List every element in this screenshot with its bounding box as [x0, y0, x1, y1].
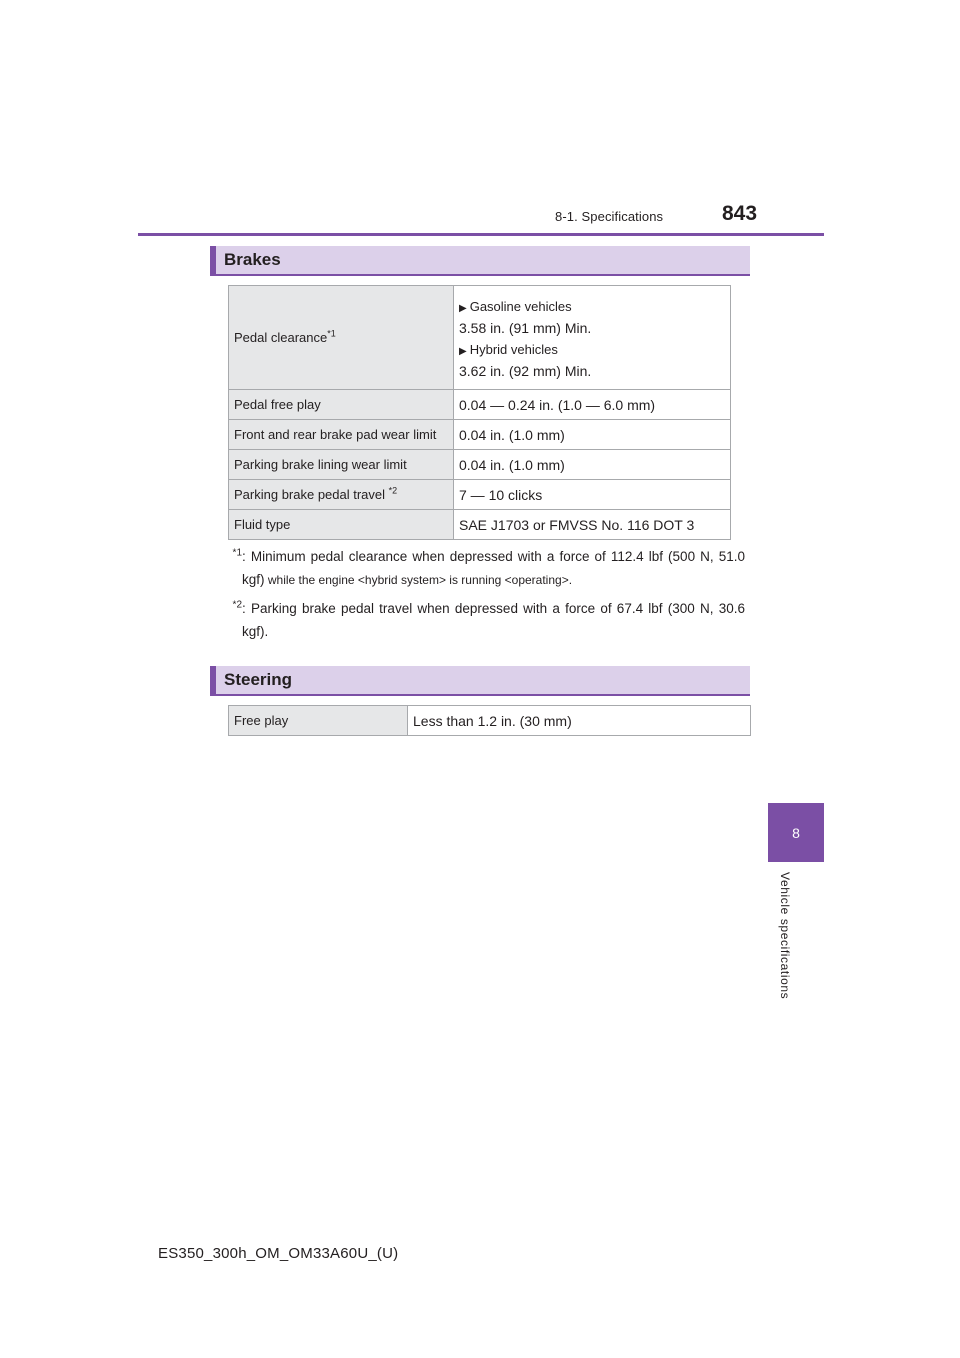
gasoline-value: 3.58 in. (91 mm) Min. [459, 320, 592, 336]
table-row [229, 286, 731, 390]
steering-heading-text: Steering [224, 670, 293, 689]
lining-wear-limit-label: Parking brake lining wear limit [229, 450, 454, 480]
pad-wear-limit-label: Front and rear brake pad wear limit [229, 420, 454, 450]
free-play-label: Free play [229, 706, 408, 736]
triangle-bullet-icon: ▶ [459, 346, 467, 357]
pedal-travel-label: Parking brake pedal travel $^{*2}$ [229, 480, 454, 510]
pedal-travel-value: 7 — 10 clicks [454, 480, 731, 510]
pedal-clearance-value [454, 286, 731, 390]
triangle-bullet-icon: ▶ [459, 303, 467, 314]
fluid-type-label: Fluid type [229, 510, 454, 540]
brakes-heading [210, 246, 750, 276]
footnote-1: $^{*1}$: Minimum pedal clearance when depressed with a force of 112.4 lbf (500 N, 51.0 kgf) while the engine <hybrid system> is running <operating>. [232, 547, 745, 587]
brakes-heading-text: Brakes [224, 250, 281, 269]
footnote-ref: *2 [388, 485, 398, 496]
free-play-value: Less than 1.2 in. (30 mm) [408, 706, 751, 736]
page-number: 843 [722, 202, 758, 225]
pad-wear-limit-value: 0.04 in. (1.0 mm) [454, 420, 731, 450]
document-code: ES350_300h_OM_OM33A60U_(U) [158, 1245, 399, 1262]
fluid-type-value: SAE J1703 or FMVSS No. 116 DOT 3 [454, 510, 731, 540]
chapter-number: 8 [792, 824, 800, 841]
table-row [229, 480, 731, 510]
steering-table [228, 705, 751, 736]
pedal-free-play-value: 0.04 — 0.24 in. (1.0 — 6.0 mm) [454, 390, 731, 420]
steering-heading [210, 666, 750, 696]
pedal-clearance-label: Pedal clearance$^{*1}$ [229, 286, 454, 390]
table-row [229, 706, 751, 736]
section-title: 8-1. Specifications [555, 209, 664, 224]
table-row [229, 420, 731, 450]
footnote-ref: *1 [327, 328, 336, 339]
header-rule [138, 233, 824, 236]
chapter-label: Vehicle specifications [778, 872, 792, 1000]
hybrid-item: ▶ Hybrid vehicles [459, 342, 558, 357]
table-row [229, 450, 731, 480]
footnote-2: $^{*2}$: Parking brake pedal travel when depressed with a force of 67.4 lbf (300 N, 30.6 kgf). [232, 599, 745, 639]
table-row [229, 390, 731, 420]
table-row [229, 510, 731, 540]
gasoline-item: ▶ Gasoline vehicles [459, 299, 572, 314]
lining-wear-limit-value: 0.04 in. (1.0 mm) [454, 450, 731, 480]
hybrid-value: 3.62 in. (92 mm) Min. [459, 363, 592, 379]
pedal-free-play-label: Pedal free play [229, 390, 454, 420]
brakes-table [228, 285, 731, 540]
